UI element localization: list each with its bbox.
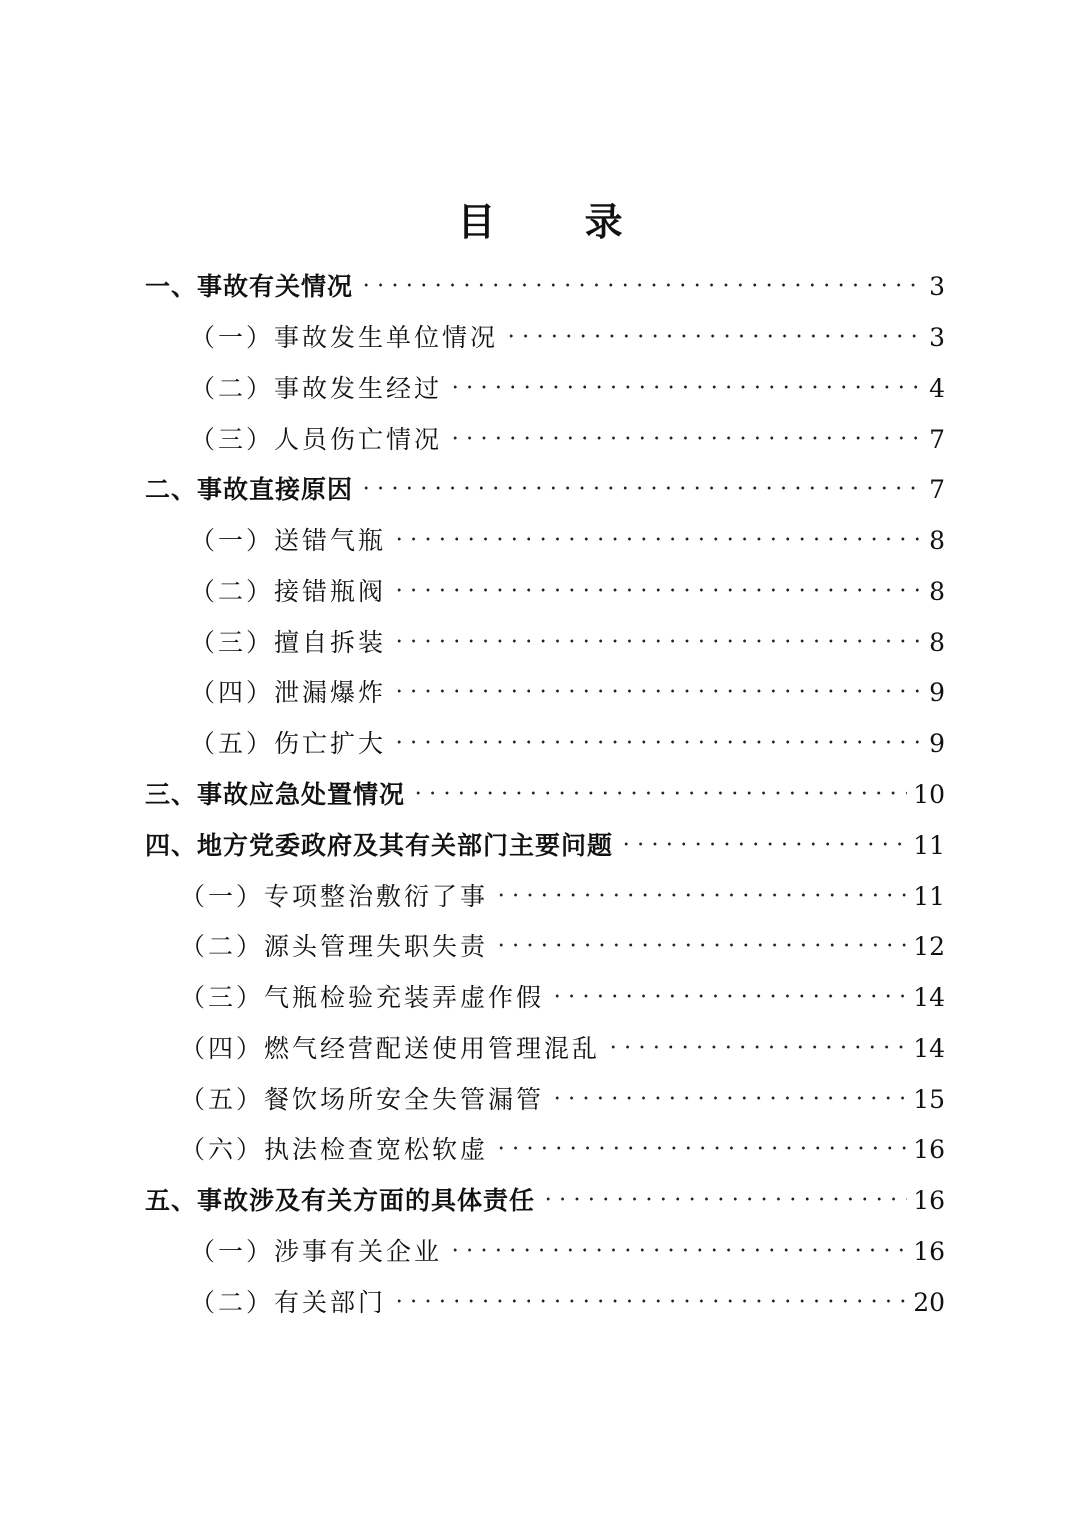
- toc-entry-4-6[interactable]: [180, 1118, 945, 1164]
- toc-entry-page: 15: [913, 1085, 945, 1114]
- toc-entry-title: （二）接错瓶阀: [190, 577, 387, 606]
- dot-leader: [392, 611, 923, 651]
- dot-leader: [504, 306, 923, 346]
- toc-entry-title: （一）专项整治敷衍了事: [180, 882, 489, 911]
- toc-entry-title: （五）伤亡扩大: [190, 729, 387, 758]
- toc-entry-page: 16: [913, 1237, 945, 1266]
- toc-entry-page: 3: [929, 272, 945, 301]
- toc-entry-title: （二）有关部门: [190, 1288, 387, 1317]
- toc-entry-5[interactable]: [145, 1169, 945, 1215]
- dot-leader: [448, 357, 923, 397]
- dot-leader: [359, 255, 923, 295]
- toc-entry-2-2[interactable]: [190, 560, 945, 606]
- dot-leader: [494, 915, 907, 955]
- toc-entry-1-1[interactable]: [190, 306, 945, 352]
- page-title: 目 录: [457, 200, 661, 244]
- toc-entry-page: 11: [913, 831, 945, 860]
- toc-entry-1-2[interactable]: [190, 357, 945, 403]
- dot-leader: [541, 1169, 907, 1209]
- dot-leader: [392, 509, 923, 549]
- toc-entry-4[interactable]: [145, 814, 945, 860]
- toc-entry-title: （四）泄漏爆炸: [190, 678, 387, 707]
- dot-leader: [606, 1017, 907, 1057]
- toc-entry-title: （二）源头管理失职失责: [180, 932, 489, 961]
- toc-entry-page: 14: [913, 1034, 945, 1063]
- toc-entry-title: （三）人员伤亡情况: [190, 425, 443, 454]
- dot-leader: [392, 1271, 907, 1311]
- toc-entry-title: 三、事故应急处置情况: [145, 780, 406, 809]
- toc-entry-2-1[interactable]: [190, 509, 945, 555]
- toc-entry-4-4[interactable]: [180, 1017, 945, 1063]
- toc-entry-2-4[interactable]: [190, 661, 945, 707]
- dot-leader: [411, 763, 907, 803]
- toc-entry-page: 8: [929, 577, 945, 606]
- toc-entry-title: （一）事故发生单位情况: [190, 323, 499, 352]
- toc-entry-page: 7: [929, 425, 945, 454]
- toc-entry-4-5[interactable]: [180, 1068, 945, 1114]
- toc-entry-title: 一、事故有关情况: [145, 272, 354, 301]
- toc-entry-title: （一）涉事有关企业: [190, 1237, 443, 1266]
- toc-entry-page: 12: [913, 932, 945, 961]
- toc-entry-page: 14: [913, 983, 945, 1012]
- toc-entry-4-3[interactable]: [180, 966, 945, 1012]
- dot-leader: [494, 1118, 907, 1158]
- toc-entry-page: 10: [913, 780, 945, 809]
- toc-entry-title: （三）擅自拆装: [190, 628, 387, 657]
- toc-entry-4-1[interactable]: [180, 865, 945, 911]
- toc-entry-page: 9: [929, 729, 945, 758]
- toc-entry-title: 四、地方党委政府及其有关部门主要问题: [145, 831, 614, 860]
- toc-entry-5-2[interactable]: [190, 1271, 945, 1317]
- dot-leader: [392, 560, 923, 600]
- toc-entry-title: 五、事故涉及有关方面的具体责任: [145, 1186, 536, 1215]
- toc-entry-4-2[interactable]: [180, 915, 945, 961]
- toc-entry-title: （五）餐饮场所安全失管漏管: [180, 1085, 545, 1114]
- toc-entry-1[interactable]: [145, 255, 945, 301]
- dot-leader: [392, 661, 923, 701]
- toc-entry-title: （一）送错气瓶: [190, 526, 387, 555]
- dot-leader: [359, 458, 923, 498]
- toc-entry-title: （二）事故发生经过: [190, 374, 443, 403]
- toc-entry-title: （六）执法检查宽松软虚: [180, 1135, 489, 1164]
- toc-entry-2[interactable]: [145, 458, 945, 504]
- toc-entry-page: 4: [929, 374, 945, 403]
- toc-entry-page: 16: [913, 1135, 945, 1164]
- toc-entry-5-1[interactable]: [190, 1220, 945, 1266]
- dot-leader: [550, 1068, 907, 1108]
- dot-leader: [619, 814, 907, 854]
- dot-leader: [448, 1220, 907, 1260]
- toc-entry-page: 11: [913, 882, 945, 911]
- toc-entry-page: 20: [913, 1288, 945, 1317]
- dot-leader: [392, 712, 923, 752]
- toc-entry-page: 8: [929, 526, 945, 555]
- toc-entry-page: 9: [929, 678, 945, 707]
- dot-leader: [448, 408, 923, 448]
- toc-entry-page: 7: [929, 475, 945, 504]
- toc-entry-2-3[interactable]: [190, 611, 945, 657]
- toc-entry-3[interactable]: [145, 763, 945, 809]
- toc-entry-page: 8: [929, 628, 945, 657]
- toc-entry-page: 16: [913, 1186, 945, 1215]
- dot-leader: [494, 865, 907, 905]
- toc-entry-title: （四）燃气经营配送使用管理混乱: [180, 1034, 601, 1063]
- toc-entry-2-5[interactable]: [190, 712, 945, 758]
- dot-leader: [550, 966, 907, 1006]
- toc-entry-title: （三）气瓶检验充装弄虚作假: [180, 983, 545, 1012]
- toc-entry-title: 二、事故直接原因: [145, 475, 354, 504]
- toc-entry-page: 3: [929, 323, 945, 352]
- toc-entry-1-3[interactable]: [190, 408, 945, 454]
